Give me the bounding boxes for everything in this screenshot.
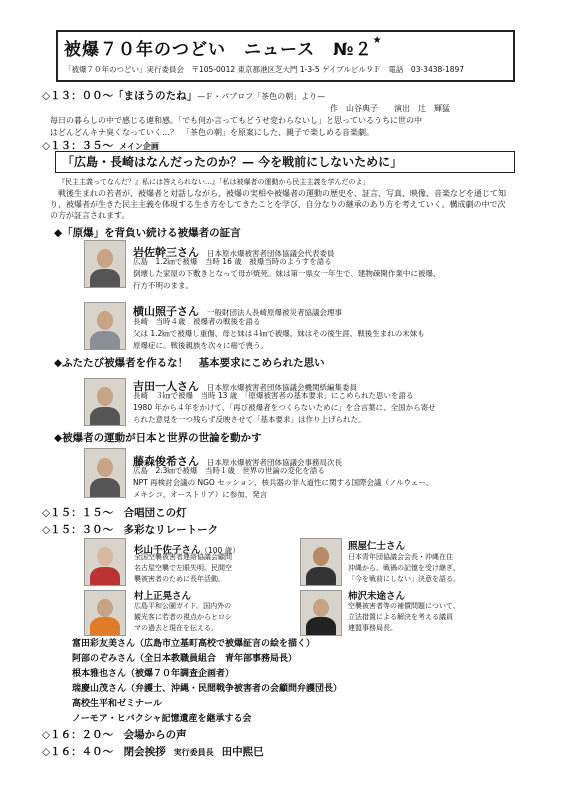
talker-kakizawa-line-3: 連盟事務局長。 [348,624,397,632]
talker-kakizawa-name: 柿沢未途さん [348,591,406,602]
speaker-iwasa-header: 岩佐幹三さん 日本原水爆被害者団体協議会代表委員 [133,246,335,259]
talker-teruya-name: 照屋仁士さん [348,541,406,552]
talker-murakami-line-2: 観光客に若者の視点からヒロシ [134,613,232,621]
portrait-fujimori [84,448,126,498]
list-item: 高校生平和ゼミナール [72,699,162,709]
program-5-heading: ◇１６：２０～ 会場からの声 [42,729,187,741]
main-description: 戦後生まれの若者が、被爆者と対話しながら、被爆の実相や被爆者の運動の歴史を、証言、写真、映像、音楽などを通じて知り、被爆者が生きた民主主義を体現する生き方をしてきたことを学び、自分なりの継承のあり方を考えていく。構成劇の中で次の方が証言されます。 [50,189,506,220]
portrait-iwasa [84,240,126,288]
talker-kakizawa-line-1: 空襲被害者等の補償問題について、 [348,602,460,610]
talker-murakami-name: 村上正晃さん [134,591,192,602]
news-title: 被爆７０年のつどい ニュース №２★ [64,35,383,60]
speaker-yoshida-line-1: 長崎 ３㎞で被爆 当時 13 歳 「原爆被害者の基本要求」にこめられた思いを語る [133,391,414,400]
program-2-heading: ◇１３：３５～ メイン企画 [42,140,159,152]
main-theme-box: 「広島・長崎はなんだったのか？— 今を戦前にしないために」 [55,151,515,173]
speaker-yokoyama-line-3: 原爆症に。戦後親族を次々に癌で喪う。 [133,341,268,350]
speaker-iwasa-line-3: 行方不明のまま。 [133,281,193,290]
news-header-box [56,30,515,82]
speaker-yoshida-line-3: られた意見を一つ残らず反映させて「基本要求」は作り上げられた。 [133,415,366,424]
speaker-yokoyama-header: 横山照子さん 一般財団法人長崎原爆被災者協議会理事 [133,305,342,318]
program-1-desc-1: 毎日の暮らしの中で感じる違和感。「でも何か言ってもどうせ変わらないし」と思っているうちに世の中 [50,116,422,125]
list-item: 根本雅也さん（被爆７０年調査企画者） [72,669,235,679]
program-4-heading: ◇１５：３０～ 多彩なリレートーク [42,524,219,536]
speaker-fujimori-header: 藤森俊希さん 日本原水爆被害者団体協議会事務局次長 [133,455,342,468]
portrait-murakami [84,590,126,636]
portrait-kakizawa [300,590,342,636]
talker-teruya-line-3: 「今を戦前にしない」決意を語る。 [348,575,460,583]
talker-kakizawa-line-2: 立法措置による解決を考える議員 [348,613,453,621]
portrait-yokoyama [84,302,126,350]
program-1-heading: ◇１３：００～「まほうのたね」—Ｆ・パブロフ「茶色の朝」より— [42,90,326,102]
portrait-yoshida [84,378,126,426]
program-6-heading: ◇１６：４０～ 閉会挨拶 実行委員長 田中熙巳 [42,746,264,758]
program-1-credit: 作 山谷典子 演出 辻 輝猛 [330,104,450,113]
program-3-heading: ◇１５：１５～ 合唱団この灯 [42,507,187,519]
talker-sugiyama-header: 杉山千佐子さん（100 歳） [134,545,240,556]
speaker-yokoyama-line-2: 父は 1.2㎞で被爆し重傷、母と妹は４㎞で被爆。妹はその後生涯、戦後生まれの末妹も [133,329,425,338]
section-a-heading: ◆「原爆」を背負い続ける被爆者の証言 [54,227,241,239]
talker-sugiyama-line-3: 襲被害者のために長年活動。 [134,575,225,583]
talker-murakami-line-1: 広島平和公園ガイド。国内外の [134,602,232,610]
relay-talk-list [72,637,342,727]
portrait-teruya [300,538,342,586]
speaker-iwasa-line-2: 倒壊した家屋の下敷きとなって母が焼死。妹は第一県女一年生で、建物疎開作業中に被爆、 [133,269,441,278]
section-b-heading: ◆ふたたび被爆者を作るな！ 基本要求にこめられた思い [54,357,325,369]
program-1-desc-2: はどんどんキナ臭くなっていく…？ 「茶色の朝」を原案にした、親子で楽しめる音楽劇。 [50,128,374,137]
speaker-fujimori-line-3: メキシコ、オーストリア）に参加、発言 [133,490,268,499]
talker-teruya-line-2: 沖縄から、戦禍の記憶を受け継ぎ、 [348,564,460,572]
main-quote: 『民主主義ってなんだ？』私には答えられない…』「私は被爆者の運動から民主主義を学んだのよ」 [58,178,370,186]
talker-sugiyama-line-1: 全国空襲被害者連絡協議会顧問 [134,553,232,561]
list-item: 瑞慶山茂さん（弁護士、沖縄・民間戦争被害者の会顧問弁護団長） [72,684,343,694]
speaker-fujimori-line-1: 広島 2.3㎞で被爆 当時１歳 世界の世論の変化を語る [133,466,325,475]
speaker-yokoyama-line-1: 長崎 当時４歳 被爆者の戦後を語る [133,317,261,326]
list-item: ノーモア・ヒバクシャ記憶遺産を継承する会 [72,714,252,724]
list-item: 富田彩友美さん（広島市立基町高校で被爆証言の絵を描く） [72,639,316,649]
speaker-yoshida-header: 吉田一人さん 日本原水爆被害者団体協議会機関紙編集委員 [133,380,357,393]
speaker-iwasa-line-1: 広島 1.2㎞で被爆 当時 16 歳 被爆当時のようすを語る [133,257,332,266]
portrait-sugiyama [84,538,126,586]
section-c-heading: ◆被爆者の運動が日本と世界の世論を動かす [54,432,262,444]
organizer-line: 「被爆７０年のつどい」実行委員会 〒105-0012 東京都港区芝大門 1-3-5 ゲイブルビル９Ｆ 電話 03-3438-1897 [64,65,465,74]
list-item: 阿部のぞみさん（全日本教職員組合 青年部事務局長） [72,654,298,664]
talker-murakami-line-3: マの過去と現在を伝える。 [134,624,218,632]
speaker-yoshida-line-2: 1980 年から４年をかけて、「再び被爆者をつくらないために」を合言葉に、全国から寄せ [133,403,436,412]
talker-teruya-line-1: 日本青年団協議会会長・沖縄在住 [348,553,453,561]
talker-sugiyama-line-2: 名古屋空襲で左眼失明。民間空 [134,564,232,572]
speaker-fujimori-line-2: NPT 再検討会議の NGO セッション、核兵器の非人道性に関する国際会議（ノルウェー、 [133,478,434,487]
